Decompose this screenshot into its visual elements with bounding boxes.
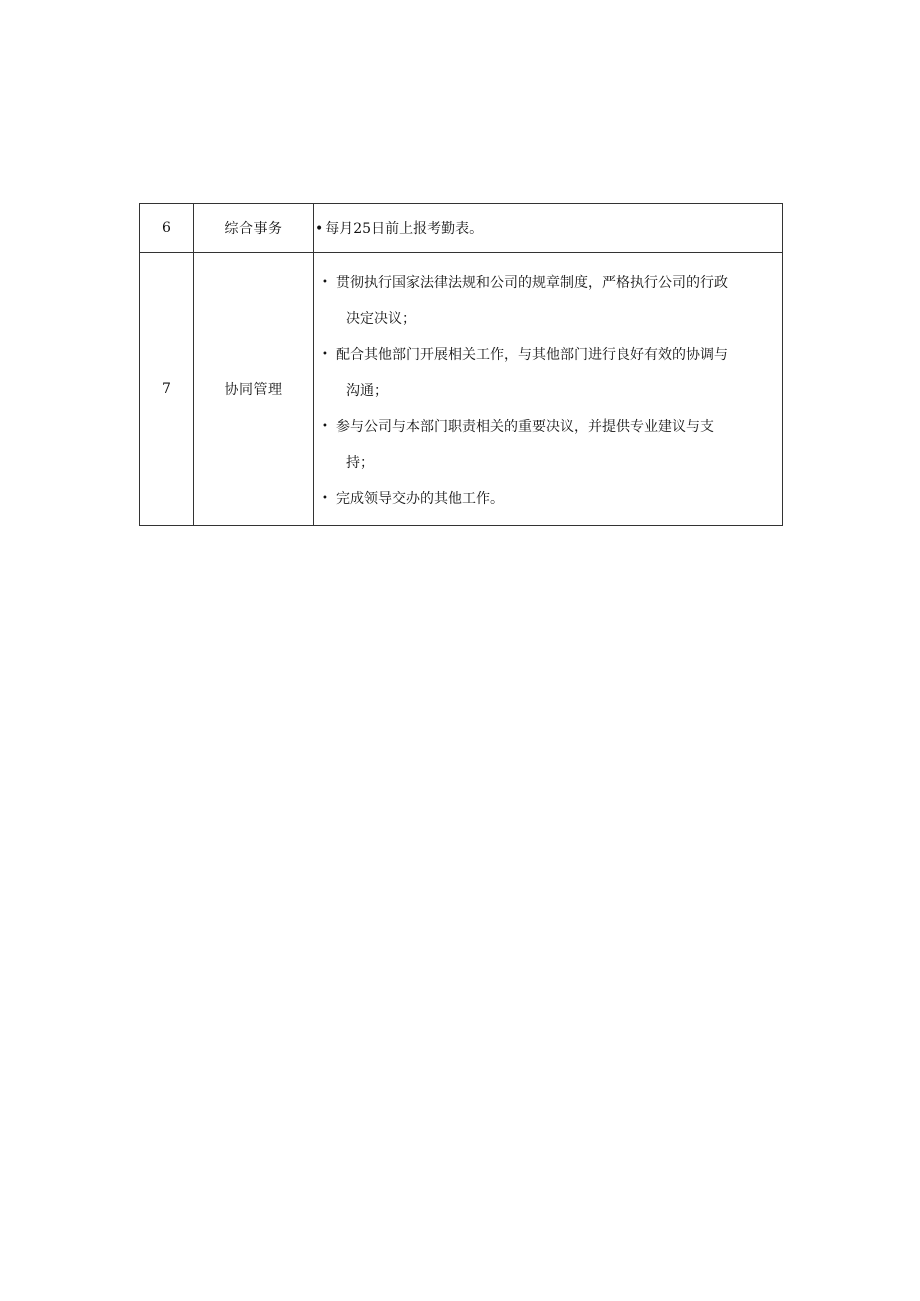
row-category: 协同管理 bbox=[194, 253, 314, 526]
item-text-continued: 持； bbox=[346, 455, 374, 471]
list-item bbox=[314, 337, 772, 409]
item-text-continued: 沟通； bbox=[346, 383, 388, 399]
duty-list bbox=[314, 253, 782, 525]
item-text: 完成领导交办的其他工作。 bbox=[336, 491, 504, 507]
bullet-icon: • bbox=[322, 349, 328, 360]
list-item bbox=[314, 481, 772, 517]
row-description bbox=[314, 253, 783, 526]
table-row bbox=[140, 204, 783, 253]
row-category: 综合事务 bbox=[194, 204, 314, 253]
list-item bbox=[314, 409, 772, 481]
table-row bbox=[140, 253, 783, 526]
bullet-icon: • bbox=[322, 421, 328, 432]
bullet-icon: • bbox=[322, 493, 328, 504]
item-text: 配合其他部门开展相关工作，与其他部门进行良好有效的协调与 bbox=[336, 347, 728, 363]
row-number: 7 bbox=[140, 253, 194, 526]
row-description bbox=[314, 204, 783, 253]
row-number: 6 bbox=[140, 204, 194, 253]
list-item bbox=[314, 265, 772, 337]
item-text: 贯彻执行国家法律法规和公司的规章制度，严格执行公司的行政 bbox=[336, 275, 728, 291]
bullet-icon: • bbox=[322, 277, 328, 288]
bullet-icon: • bbox=[315, 221, 324, 237]
item-text: 参与公司与本部门职责相关的重要决议，并提供专业建议与支 bbox=[336, 419, 714, 435]
duty-table bbox=[139, 203, 783, 526]
item-text-continued: 决定决议； bbox=[346, 311, 416, 327]
description-text: 每月25日前上报考勤表。 bbox=[325, 221, 484, 237]
